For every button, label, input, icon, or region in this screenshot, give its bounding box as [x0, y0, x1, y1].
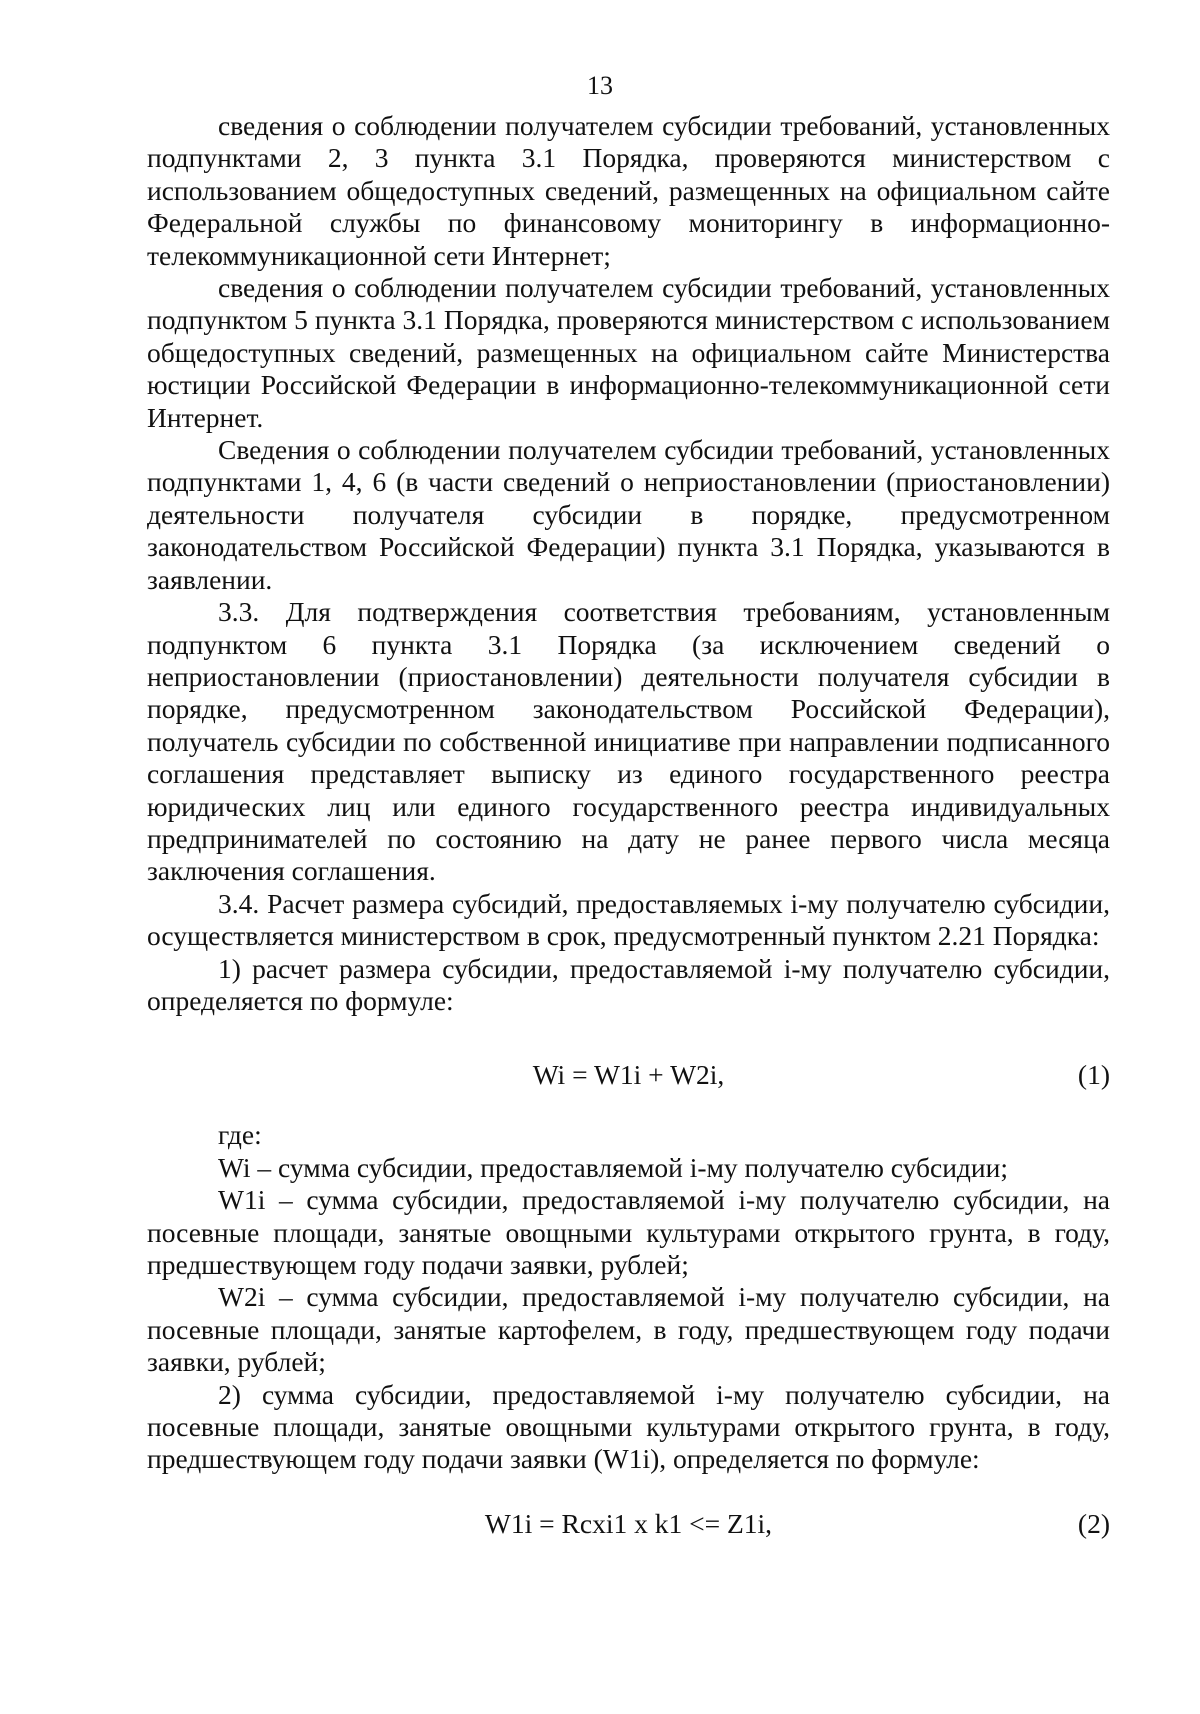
paragraph-application-info: Сведения о соблюдении получателем субсидии требований, установленных подпунктами 1, 4, 6 (в части сведений о неприостановлении (приостановлении) деятельности получателя субсидии в порядке, предусмотренном законодательством Российской Федерации) пункта 3.1 Порядка, указываются в заявлении.	[147, 434, 1110, 595]
paragraph-calc-item-1: 1) расчет размера субсидии, предоставляемой i-му получателю субсидии, определяется по формуле:	[147, 952, 1110, 1016]
definition-w1i: W1i – сумма субсидии, предоставляемой i-му получателю субсидии, на посевные площади, занятые овощными культурами открытого грунта, в году, предшествующем году подачи заявки, рублей;	[147, 1184, 1110, 1280]
formula-2	[147, 1504, 1110, 1544]
formula-2-expression: W1i = Rcxi1 x k1 <= Z1i,	[484, 1507, 773, 1539]
paragraph-clause-3-3: 3.3. Для подтверждения соответствия требованиям, установленным подпунктом 6 пункта 3.1 Порядка (за исключением сведений о неприостановлении (приостановлении) деятельности получателя субсидии в порядке, предусмотренном законодательством Российской Федерации), получатель субсидии по собственной инициативе при направлении подписанного соглашения представляет выписку из единого государственного реестра юридических лиц или единого государственного реестра индивидуальных предпринимателей по состоянию на дату не ранее первого числа месяца заключения соглашения.	[147, 596, 1110, 887]
paragraph-calc-item-2: 2) сумма субсидии, предоставляемой i-му получателю субсидии, на посевные площади, занятые овощными культурами открытого грунта, в году, предшествующем году подачи заявки (W1i), определяется по формуле:	[147, 1378, 1110, 1475]
formula-1	[147, 1055, 1110, 1095]
formula-1-expression: Wi = W1i + W2i,	[532, 1059, 725, 1091]
paragraph-minjust-check: сведения о соблюдении получателем субсидии требований, установленных подпунктом 5 пункта 3.1 Порядка, проверяются министерством с использованием общедоступных сведений, размещенных на официальном сайте Министерства юстиции Российской Федерации в информационно-телекоммуникационной сети Интернет.	[147, 272, 1110, 433]
definition-wi: Wi – сумма субсидии, предоставляемой i-му получателю субсидии;	[218, 1151, 1008, 1183]
paragraph-clause-3-4: 3.4. Расчет размера субсидий, предоставляемых i-му получателю субсидии, осуществляется министерством в срок, предусмотренный пунктом 2.21 Порядка:	[147, 887, 1110, 952]
document-body	[147, 110, 1110, 1544]
formula-1-number: (1)	[1077, 1059, 1110, 1091]
where-label: где:	[218, 1119, 262, 1151]
formula-2-number: (2)	[1077, 1507, 1110, 1539]
definition-w2i: W2i – сумма субсидии, предоставляемой i-му получателю субсидии, на посевные площади, занятые картофелем, в году, предшествующем году подачи заявки, рублей;	[147, 1281, 1110, 1378]
page-number: 13	[587, 71, 613, 100]
paragraph-fsfm-check: сведения о соблюдении получателем субсидии требований, установленных подпунктами 2, 3 пункта 3.1 Порядка, проверяются министерством с использованием общедоступных сведений, размещенных на официальном сайте Федеральной службы по финансовому мониторингу в информационно-телекоммуникационной сети Интернет;	[147, 110, 1110, 271]
